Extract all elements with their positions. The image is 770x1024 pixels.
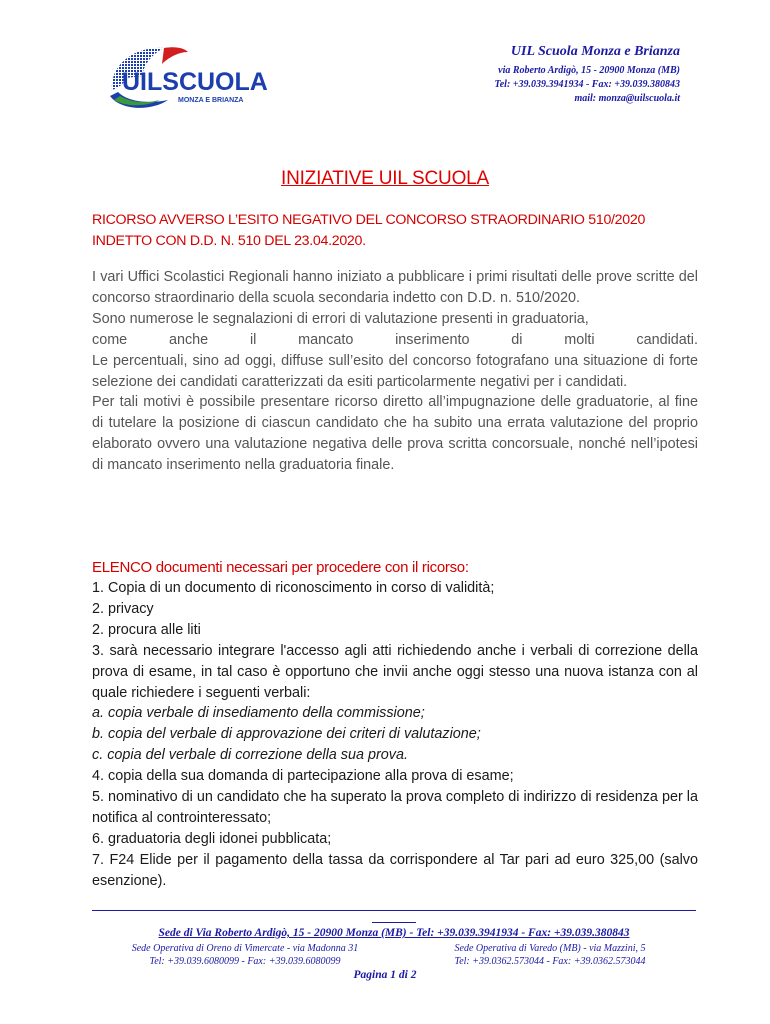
body-text [92, 267, 698, 476]
logo-brand-text: UILSCUOLA [122, 68, 268, 96]
list-item: a. copia verbale di insediamento della commissione; [92, 705, 425, 722]
logo-sub-text: MONZA E BRIANZA [178, 97, 244, 104]
documents-list [92, 578, 698, 892]
list-item: c. copia del verbale di correzione della sua prova. [92, 747, 408, 764]
list-item: 3. sarà necessario integrare l'accesso agli atti richiedendo anche i verbali di correzione della prova di esame, in tal caso è opportuno che invii anche oggi stesso una nuova istanza con al quale richiedere i seguenti verbali: [92, 642, 698, 701]
paragraph: Per tali motivi è possibile presentare ricorso diretto all’impugnazione delle graduatorie, al fine di tutelare la posizione di ciascun candidato che ha subito una errata valutazione del proprio elaborato ovvero una valutazione negativa delle prova scritta concorsuale, nonché nell’ipotesi di mancato inserimento nella graduatoria finale. [92, 394, 698, 474]
document-title: INIZIATIVE UIL SCUOLA [280, 168, 489, 189]
list-item: 6. graduatoria degli idonei pubblicata; [92, 830, 332, 847]
header-org-name: UIL Scuola Monza e Brianza [510, 44, 680, 59]
paragraph: I vari Uffici Scolastici Regionali hanno iniziato a pubblicare i primi risultati delle prove scritte del concorso straordinario della scuola secondaria indetto con D.D. n. 510/2020. [92, 269, 698, 306]
page-number: Pagina 1 di 2 [353, 969, 417, 981]
paragraph: Le percentuali, sino ad oggi, diffuse sull’esito del concorso fotografano una situazione di forte selezione dei candidati caratterizzati da esiti particolarmente negativi per i candidati. [92, 352, 698, 390]
footer-office-oreno-address: Sede Operativa di Oreno di Vimercate - via Madonna 31 [131, 943, 359, 954]
document-subtitle: RICORSO AVVERSO L’ESITO NEGATIVO DEL CONCORSO STRAORDINARIO 510/2020 INDETTO CON D.D. N. 510 DEL 23.04.2020. [92, 212, 646, 249]
footer-office-oreno-phone: Tel: +39.039.6080099 - Fax: +39.039.6080099 [149, 956, 341, 967]
list-item: 4. copia della sua domanda di partecipazione alla prova di esame; [92, 768, 514, 785]
list-item: 1. Copia di un documento di riconoscimento in corso di validità; [92, 580, 495, 596]
paragraph: come anche il mancato inserimento di molti candidati. [92, 331, 698, 348]
header-phone-fax: Tel: +39.039.3941934 - Fax: +39.039.380843 [494, 79, 680, 90]
list-item: 7. F24 Elide per il pagamento della tassa da corrispondere al Tar pari ad euro 325,00 (salvo esenzione). [92, 851, 698, 889]
footer-divider [92, 910, 696, 911]
footer-office-oreno [105, 942, 385, 968]
footer-divider-short [372, 922, 416, 923]
footer-office-varedo [430, 942, 670, 968]
list-item: 2. privacy [92, 600, 154, 617]
footer-office-varedo-phone: Tel: +39.0362.573044 - Fax: +39.0362.573044 [454, 956, 646, 967]
uil-scuola-logo [104, 40, 284, 112]
footer-office-varedo-address: Sede Operativa di Varedo (MB) - via Mazzini, 5 [454, 943, 646, 954]
list-item: b. copia del verbale di approvazione dei criteri di valutazione; [92, 726, 481, 743]
logo-graphic [104, 40, 284, 112]
footer-main-office: Sede di Via Roberto Ardigò, 15 - 20900 Monza (MB) - Tel: +39.039.3941934 - Fax: +39.039.380843 [158, 927, 630, 939]
header-email[interactable]: mail: monza@uilscuola.it [574, 93, 680, 104]
list-item: 5. nominativo di un candidato che ha superato la prova completo di indirizzo di residenza per la notifica al controinteressato; [92, 789, 698, 826]
header-address: via Roberto Ardigò, 15 - 20900 Monza (MB) [498, 65, 680, 76]
documents-list-title: ELENCO documenti necessari per procedere con il ricorso: [92, 559, 469, 576]
paragraph: Sono numerose le segnalazioni di errori di valutazione presenti in graduatoria, [92, 310, 589, 327]
list-item: 2. procura alle liti [92, 621, 201, 638]
header-contact-block [495, 44, 680, 106]
